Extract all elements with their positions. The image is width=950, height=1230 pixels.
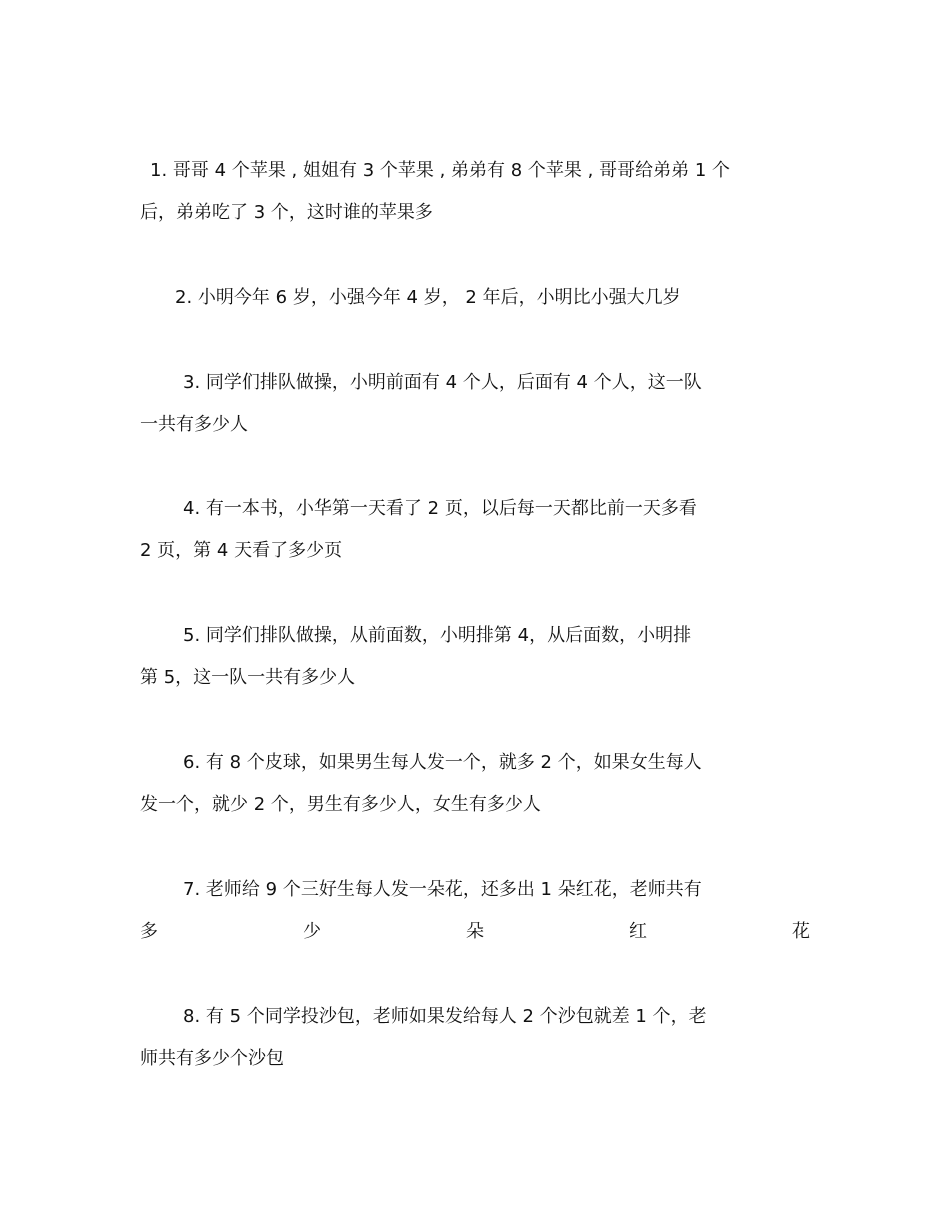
problem-7-char: 少 bbox=[303, 921, 321, 942]
problem-3-number: 3. bbox=[183, 372, 201, 393]
problem-5-number: 5. bbox=[183, 625, 201, 646]
problem-2-line-1 bbox=[175, 286, 845, 310]
problem-4-line-1 bbox=[183, 497, 853, 521]
problem-4-text: 有一本书，小华第一天看了 2 页，以后每一天都比前一天多看 bbox=[205, 498, 697, 519]
problem-3-line-1 bbox=[183, 371, 853, 395]
problem-8-text: 有 5 个同学投沙包，老师如果发给每人 2 个沙包就差 1 个，老 bbox=[205, 1006, 707, 1027]
problem-1-line-1 bbox=[150, 159, 820, 183]
problem-1-number: 1. bbox=[150, 160, 168, 181]
problem-1-text: 哥哥 4 个苹果 , 姐姐有 3 个苹果 , 弟弟有 8 个苹果 , 哥哥给弟弟 1 个 bbox=[172, 160, 730, 181]
problem-7-char: 花 bbox=[792, 921, 810, 942]
problem-8-number: 8. bbox=[183, 1006, 201, 1027]
problem-6-text: 有 8 个皮球，如果男生每人发一个，就多 2 个，如果女生每人 bbox=[205, 752, 702, 773]
problem-3-line-2: 一共有多少人 bbox=[140, 414, 248, 435]
problem-8-line-2: 师共有多少个沙包 bbox=[140, 1048, 284, 1069]
problem-2-text: 小明今年 6 岁，小强今年 4 岁， 2 年后，小明比小强大几岁 bbox=[197, 287, 681, 308]
problem-7-char: 红 bbox=[629, 921, 647, 942]
problem-7-number: 7. bbox=[183, 879, 201, 900]
problem-6-number: 6. bbox=[183, 752, 201, 773]
problem-7-line-1 bbox=[183, 878, 853, 902]
problem-2-number: 2. bbox=[175, 287, 193, 308]
problem-5-text: 同学们排队做操，从前面数，小明排第 4，从后面数，小明排 bbox=[205, 625, 692, 646]
problem-6-line-1 bbox=[183, 751, 853, 775]
problem-3-text: 同学们排队做操，小明前面有 4 个人，后面有 4 个人，这一队 bbox=[205, 372, 702, 393]
problem-4-line-2: 2 页，第 4 天看了多少页 bbox=[140, 540, 343, 561]
problem-7-text: 老师给 9 个三好生每人发一朵花，还多出 1 朵红花，老师共有 bbox=[205, 879, 702, 900]
problem-5-line-1 bbox=[183, 624, 853, 648]
problem-8-line-1 bbox=[183, 1005, 853, 1029]
problem-4-number: 4. bbox=[183, 498, 201, 519]
problem-1-line-2: 后，弟弟吃了 3 个，这时谁的苹果多 bbox=[140, 202, 433, 223]
problem-6-line-2: 发一个，就少 2 个，男生有多少人，女生有多少人 bbox=[140, 794, 541, 815]
problem-7-line-2 bbox=[140, 920, 810, 944]
problem-5-line-2: 第 5，这一队一共有多少人 bbox=[140, 667, 356, 688]
problem-7-char: 多 bbox=[140, 921, 158, 942]
problem-7-char: 朵 bbox=[466, 921, 484, 942]
